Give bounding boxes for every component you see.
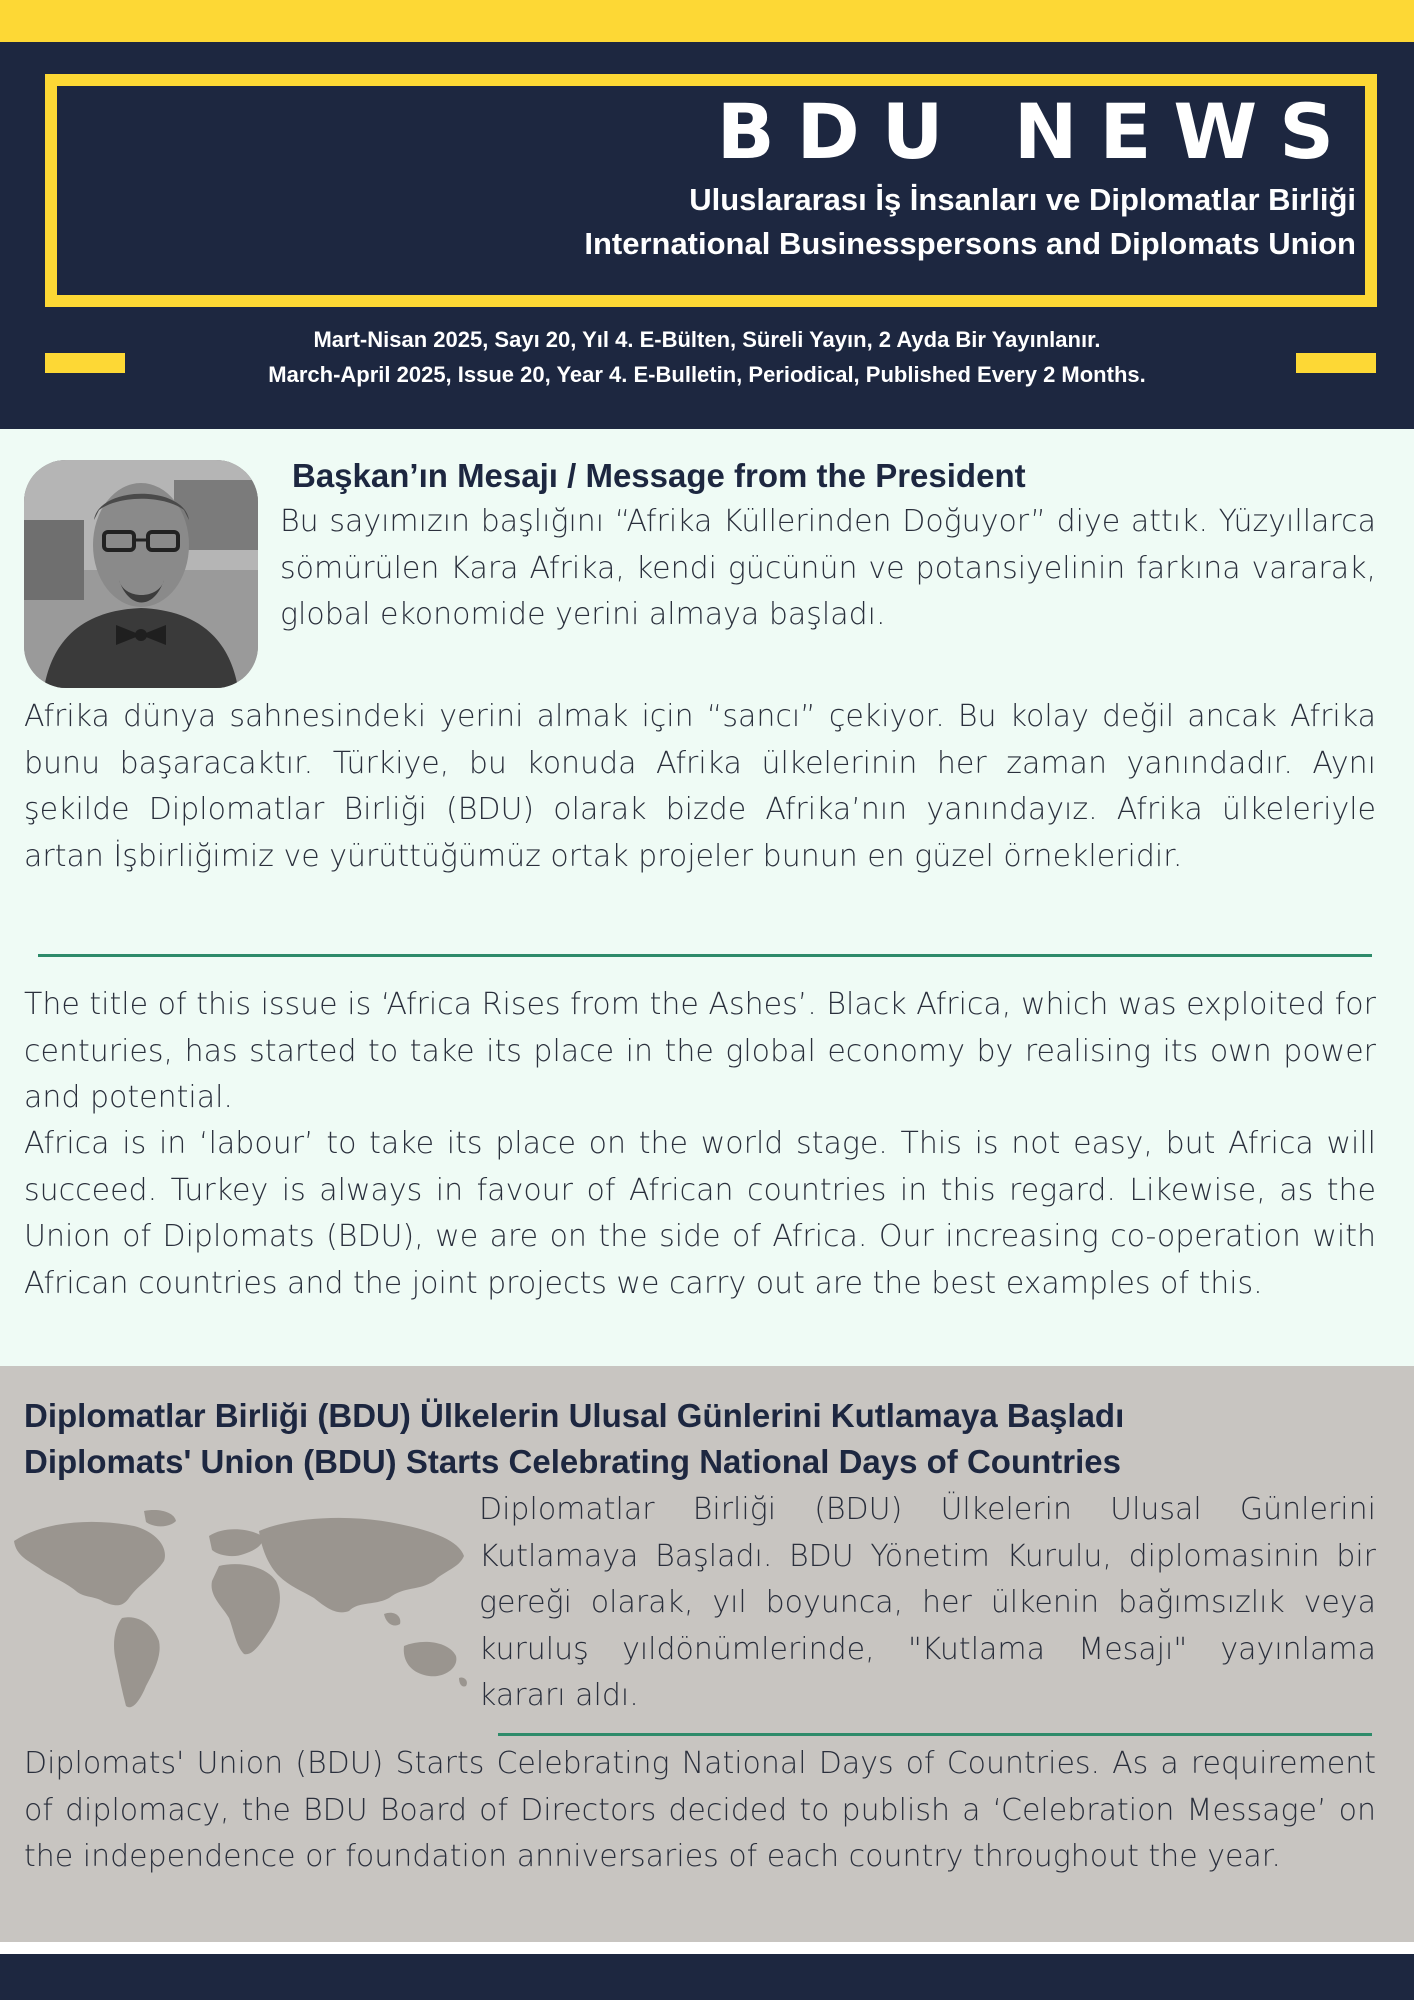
world-map-icon [4,1506,474,1720]
issue-info-english: March-April 2025, Issue 20, Year 4. E-Bulletin, Periodical, Published Every 2 Months. [268,362,1146,387]
org-name-turkish: Uluslararası İş İnsanları ve Diplomatlar Birliği [689,182,1356,217]
president-message-en-body: Africa is in ‘labour’ to take its place on the world stage. This is not easy, but Africa will succeed. Turkey is always in favour of African countries in this regard. Likewise, as the Union of Diplomats (BDU), we are on the side of Africa. Our increasing co-operation with African countries and the joint projects we carry out are the best examples of this. [24,1126,1376,1301]
national-days-title-turkish: Diplomatlar Birliği (BDU) Ülkelerin Ulusal Günlerini Kutlamaya Başladı [24,1397,1125,1434]
footer-white-stripe [0,1942,1414,1954]
masthead [0,42,1414,429]
footer-bar [0,1954,1414,2000]
president-photo [24,460,258,688]
org-name-english: International Businesspersons and Diplomats Union [584,226,1356,261]
portrait-image [24,460,258,688]
president-message-tr-body: Afrika dünya sahnesindeki yerini almak için “sancı” çekiyor. Bu kolay değil ancak Afrika bunu başaracaktır. Türkiye, bu konuda Afrika ülkelerinin her zaman yanındadır. Aynı şekilde Diplomatlar Birliği (BDU) olarak bizde Afrika’nın yanındayız. Afrika ülkeleriyle artan İşbirliğimiz ve yürüttüğümüz ortak projeler bunun en güzel örnekleridir. [24,699,1376,874]
president-message-en-intro: The title of this issue is ‘Africa Rises from the Ashes’. Black Africa, which was exploited for centuries, has started to take its place in the global economy by realising its own power and potential. [24,987,1376,1115]
president-message-title: Başkan’ın Mesajı / Message from the President [292,457,1026,494]
issue-info-turkish: Mart-Nisan 2025, Sayı 20, Yıl 4. E-Bülten, Süreli Yayın, 2 Ayda Bir Yayınlanır. [313,327,1101,352]
national-days-tr-text: Diplomatlar Birliği (BDU) Ülkelerin Ulusal Günlerini Kutlamaya Başladı. BDU Yönetim Kurulu, diplomasinin bir gereği olarak, yıl boyunca, her ülkenin bağımsızlık veya kuruluş yıldönümlerinde, "Kutlama Mesajı" yayınlama kararı aldı. [479,1492,1376,1713]
national-days-section [0,1366,1414,1942]
president-message-tr-intro: Bu sayımızın başlığını “Afrika Küllerinden Doğuyor” diye attık. Yüzyıllarca sömürülen Kara Afrika, kendi gücünün ve potansiyelinin farkına vararak, global ekonomide yerini almaya başladı. [280,504,1376,632]
national-days-title-english: Diplomats' Union (BDU) Starts Celebrating National Days of Countries [24,1443,1121,1480]
top-accent-stripe [0,0,1414,42]
national-days-en-text: Diplomats' Union (BDU) Starts Celebrating National Days of Countries. As a requirement of diplomacy, the BDU Board of Directors decided to publish a ‘Celebration Message’ on the independence or foundation anniversaries of each country throughout the year. [24,1746,1376,1874]
president-message-section [0,429,1414,1366]
section-divider-2 [498,1733,1372,1736]
section-divider [38,954,1372,957]
newsletter-title: BDU NEWS [716,87,1356,176]
